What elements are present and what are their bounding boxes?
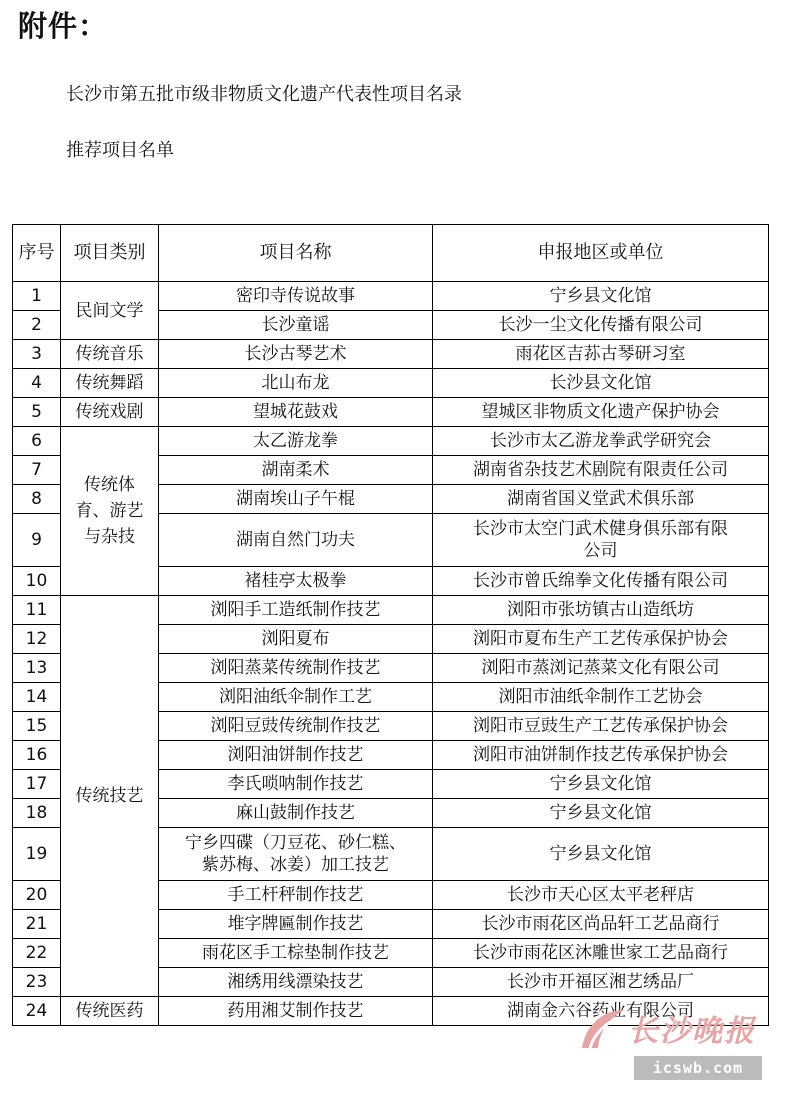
newspaper-watermark [576, 1004, 772, 1082]
table-header-row [13, 225, 769, 282]
category-cell: 传统技艺 [61, 596, 159, 997]
row-unit: 宁乡县文化馆 [433, 828, 769, 881]
row-name: 李氏唢呐制作技艺 [159, 770, 433, 799]
watermark-text: 长沙晚报 [628, 1014, 756, 1049]
row-unit: 浏阳市夏布生产工艺传承保护协会 [433, 625, 769, 654]
table-row [13, 340, 769, 369]
watermark-url: icswb.com [634, 1056, 762, 1080]
table-row [13, 596, 769, 625]
row-name: 浏阳豆豉传统制作技艺 [159, 712, 433, 741]
row-name: 堆字牌匾制作技艺 [159, 910, 433, 939]
row-unit: 宁乡县文化馆 [433, 282, 769, 311]
row-seq: 1 [13, 282, 61, 311]
row-unit: 浏阳市蒸浏记蒸菜文化有限公司 [433, 654, 769, 683]
row-seq: 14 [13, 683, 61, 712]
row-unit: 宁乡县文化馆 [433, 770, 769, 799]
row-unit: 长沙一尘文化传播有限公司 [433, 311, 769, 340]
row-seq: 3 [13, 340, 61, 369]
row-unit: 湖南省杂技艺术剧院有限责任公司 [433, 456, 769, 485]
document-title: 长沙市第五批市级非物质文化遗产代表性项目名录 [66, 84, 462, 105]
row-name: 太乙游龙拳 [159, 427, 433, 456]
row-seq: 17 [13, 770, 61, 799]
unit-line: 长沙市太空门武术健身俱乐部有限 [473, 519, 728, 539]
row-seq: 22 [13, 939, 61, 968]
row-seq: 15 [13, 712, 61, 741]
row-seq: 5 [13, 398, 61, 427]
category-cell [61, 427, 159, 596]
header-category: 项目类别 [61, 225, 159, 282]
attachment-heading: 附件： [18, 9, 109, 43]
row-name: 雨花区手工棕垫制作技艺 [159, 939, 433, 968]
row-seq: 16 [13, 741, 61, 770]
row-unit: 长沙市雨花区沐雕世家工艺品商行 [433, 939, 769, 968]
row-seq: 19 [13, 828, 61, 881]
header-seq: 序号 [13, 225, 61, 282]
row-unit: 长沙市开福区湘艺绣品厂 [433, 968, 769, 997]
row-unit: 浏阳市油饼制作技艺传承保护协会 [433, 741, 769, 770]
row-unit: 浏阳市张坊镇古山造纸坊 [433, 596, 769, 625]
category-line: 传统体 [84, 475, 135, 495]
unit-line: 公司 [583, 541, 618, 561]
row-seq: 24 [13, 997, 61, 1026]
row-name: 北山布龙 [159, 369, 433, 398]
row-unit: 长沙市太乙游龙拳武学研究会 [433, 427, 769, 456]
row-seq: 7 [13, 456, 61, 485]
category-cell: 传统医药 [61, 997, 159, 1026]
project-table [12, 224, 769, 1026]
row-name: 浏阳油纸伞制作工艺 [159, 683, 433, 712]
name-line: 紫苏梅、冰姜）加工技艺 [202, 855, 389, 875]
row-name: 浏阳油饼制作技艺 [159, 741, 433, 770]
category-cell: 传统戏剧 [61, 398, 159, 427]
row-name [159, 828, 433, 881]
row-seq: 4 [13, 369, 61, 398]
row-unit: 湖南金六谷药业有限公司 [433, 997, 769, 1026]
row-name: 湖南自然门功夫 [159, 514, 433, 567]
row-name: 长沙古琴艺术 [159, 340, 433, 369]
row-seq: 20 [13, 881, 61, 910]
row-seq: 9 [13, 514, 61, 567]
row-unit: 长沙市曾氏绵拳文化传播有限公司 [433, 567, 769, 596]
row-name: 褚桂亭太极拳 [159, 567, 433, 596]
row-seq: 2 [13, 311, 61, 340]
row-name: 湘绣用线漂染技艺 [159, 968, 433, 997]
row-unit: 长沙县文化馆 [433, 369, 769, 398]
row-unit [433, 514, 769, 567]
row-name: 手工杆秤制作技艺 [159, 881, 433, 910]
category-cell: 传统音乐 [61, 340, 159, 369]
header-unit: 申报地区或单位 [433, 225, 769, 282]
row-name: 密印寺传说故事 [159, 282, 433, 311]
row-name: 望城花鼓戏 [159, 398, 433, 427]
row-seq: 12 [13, 625, 61, 654]
category-line: 与杂技 [84, 527, 135, 547]
table-row [13, 427, 769, 456]
row-name: 湖南柔术 [159, 456, 433, 485]
row-seq: 21 [13, 910, 61, 939]
header-name: 项目名称 [159, 225, 433, 282]
table-row [13, 369, 769, 398]
category-cell: 传统舞蹈 [61, 369, 159, 398]
row-name: 麻山鼓制作技艺 [159, 799, 433, 828]
row-unit: 雨花区吉荪古琴研习室 [433, 340, 769, 369]
row-unit: 宁乡县文化馆 [433, 799, 769, 828]
row-unit: 湖南省国义堂武术俱乐部 [433, 485, 769, 514]
row-unit: 望城区非物质文化遗产保护协会 [433, 398, 769, 427]
row-name: 湖南埃山子午棍 [159, 485, 433, 514]
row-name: 浏阳手工造纸制作技艺 [159, 596, 433, 625]
row-seq: 6 [13, 427, 61, 456]
row-seq: 13 [13, 654, 61, 683]
row-name: 药用湘艾制作技艺 [159, 997, 433, 1026]
row-seq: 10 [13, 567, 61, 596]
row-seq: 18 [13, 799, 61, 828]
row-unit: 长沙市雨花区尚品轩工艺品商行 [433, 910, 769, 939]
row-unit: 浏阳市豆豉生产工艺传承保护协会 [433, 712, 769, 741]
category-cell: 民间文学 [61, 282, 159, 340]
document-subtitle: 推荐项目名单 [66, 140, 174, 161]
row-seq: 23 [13, 968, 61, 997]
row-seq: 11 [13, 596, 61, 625]
row-name: 长沙童谣 [159, 311, 433, 340]
row-seq: 8 [13, 485, 61, 514]
row-name: 浏阳蒸菜传统制作技艺 [159, 654, 433, 683]
table-row [13, 398, 769, 427]
name-line: 宁乡四碟（刀豆花、砂仁糕、 [185, 833, 406, 853]
row-unit: 浏阳市油纸伞制作工艺协会 [433, 683, 769, 712]
table-row [13, 282, 769, 311]
category-line: 育、游艺 [75, 501, 144, 521]
row-name: 浏阳夏布 [159, 625, 433, 654]
row-unit: 长沙市天心区太平老秤店 [433, 881, 769, 910]
